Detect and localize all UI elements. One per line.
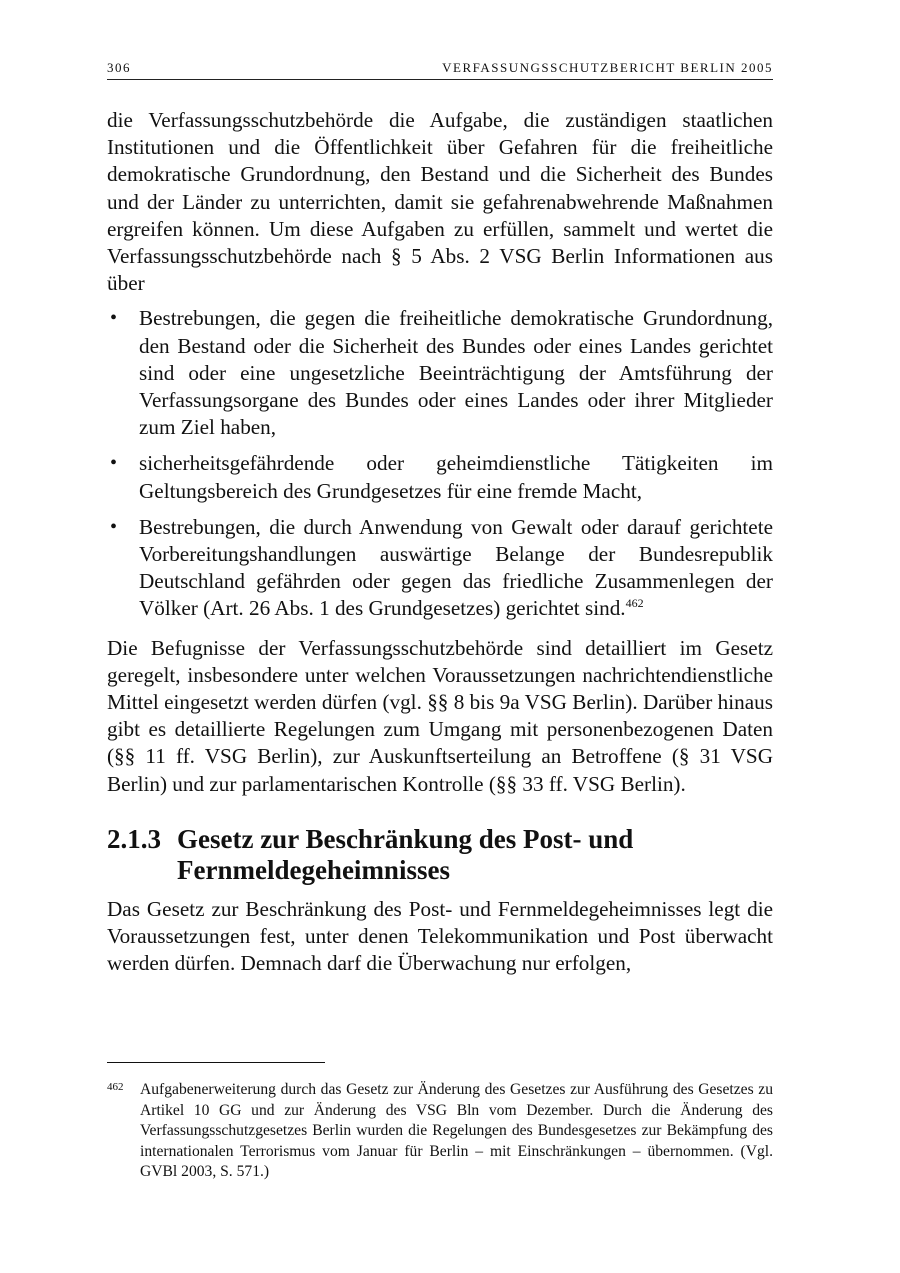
list-item	[107, 305, 773, 441]
footnote-reference[interactable]: 462	[625, 596, 644, 611]
list-item-text: Bestrebungen, die gegen die freiheitliche demokratische Grundordnung, den Bestand oder die Sicherheit des Bundes oder eines Landes gerichtet sind oder eine ungesetzliche Beeinträchtigung der Amtsführung der Verfassungsorgane des Bundes oder eines Landes oder ihrer Mitglieder zum Ziel haben,	[139, 306, 773, 440]
footnote-text: Aufgabenerweiterung durch das Gesetz zur Änderung des Gesetzes zur Ausführung des Gesetzes zu Artikel 10 GG und zur Änderung des VSG Bln vom Dezember. Durch die Änderung des Verfassungsschutzgesetzes Berlin wurden die Regelungen des Bundesgesetzes zur Bekämpfung des internationalen Terrorismus vom Januar für Berlin – mit Einschränkungen – übernommen. (Vgl. GVBl 2003, S. 571.)	[140, 1081, 773, 1180]
bullet-icon: •	[110, 307, 118, 330]
bullet-icon: •	[110, 515, 118, 538]
section-heading	[107, 824, 773, 886]
list-item-text: Bestrebungen, die durch Anwendung von Gewalt oder darauf gerichtete Vorbereitungshandlungen auswärtige Belange der Bundesrepublik Deutschland gefährden oder gegen das friedliche Zusammenlegen der Völker (Art. 26 Abs. 1 des Grundgesetzes) gerichtet sind.	[139, 514, 773, 621]
bullet-icon: •	[110, 452, 118, 475]
section-title: Gesetz zur Beschränkung des Post- und Fernmeldegeheimnisses	[177, 823, 634, 885]
page-number: 306	[107, 60, 131, 75]
list-item	[107, 450, 773, 504]
running-title: VERFASSUNGSSCHUTZBERICHT BERLIN 2005	[442, 60, 773, 75]
running-header	[107, 60, 773, 80]
section-number: 2.1.3	[107, 823, 161, 854]
footnote-number: 462	[107, 1081, 124, 1093]
intro-paragraph: die Verfassungsschutzbehörde die Aufgabe, die zuständigen staatlichen Institutionen und die Öffentlichkeit über Gefahren für die freiheitliche demokratische Grundordnung, den Bestand und die Sicherheit des Bundes und der Länder zu unterrichten, damit sie gefahrenabwehrende Maßnahmen ergreifen können. Um diese Aufgaben zu erfüllen, sammelt und wertet die Verfassungsschutzbehörde nach § 5 Abs. 2 VSG Berlin Informationen aus über	[107, 108, 773, 296]
powers-paragraph: Die Befugnisse der Verfassungsschutzbehörde sind detailliert im Gesetz geregelt, insbesondere unter welchen Voraussetzungen nachrichtendienstliche Mittel eingesetzt werden dürfen (vgl. §§ 8 bis 9a VSG Berlin). Darüber hinaus gibt es detaillierte Regelungen zum Umgang mit personenbezogenen Daten (§§ 11 ff. VSG Berlin), zur Auskunftserteilung an Betroffene (§ 31 VSG Berlin) und zur parlamentarischen Kontrolle (§§ 33 ff. VSG Berlin).	[107, 635, 773, 796]
section-paragraph: Das Gesetz zur Beschränkung des Post- und Fernmeldegeheimnisses legt die Voraussetzungen fest, unter denen Telekommunikation und Post überwacht werden dürfen. Demnach darf die Überwachung nur erfolgen,	[107, 896, 773, 976]
list-item-text: sicherheitsgefährdende oder geheimdienstliche Tätigkeiten im Geltungsbereich des Grundgesetzes für eine fremde Macht,	[139, 451, 773, 503]
bullet-list	[107, 305, 773, 622]
footnote-divider	[107, 1062, 325, 1063]
footnote	[107, 1080, 773, 1183]
body-text	[107, 107, 773, 977]
list-item	[107, 514, 773, 623]
